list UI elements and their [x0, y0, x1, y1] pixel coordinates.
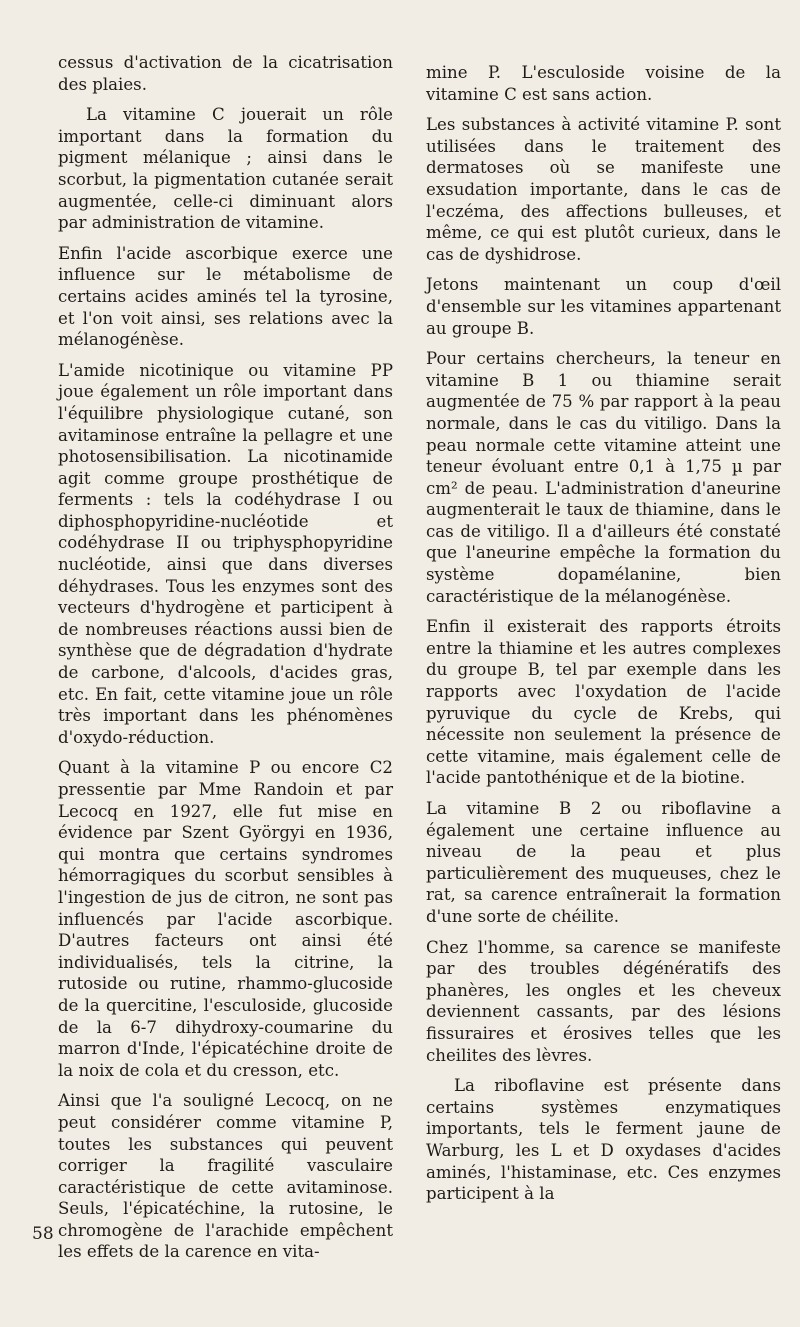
left-column [58, 52, 393, 1272]
paragraph: La vitamine B 2 ou riboflavine a également une certaine influence au niveau de la peau et plus particulièrement des muqueuses, chez le rat, sa carence entraînerait la formation d'une sorte de chéilite. [426, 799, 781, 926]
right-column [426, 62, 781, 1214]
paragraph: La riboflavine est présente dans certains systèmes enzymatiques importants, tels le ferment jaune de Warburg, les L et D oxydases d'acides aminés, l'histaminase, etc. Ces enzymes participent à la [426, 1076, 781, 1204]
paragraph: Pour certains chercheurs, la teneur en vitamine B 1 ou thiamine serait augmentée de 75 % par rapport à la peau normale, dans le cas du vitiligo. Dans la peau normale cette vitamine atteint une teneur évoluant entre 0,1 à 1,75 µ par cm² de peau. L'administration d'aneurine augmenterait le taux de thiamine, dans le cas de vitiligo. Il a d'ailleurs été constaté que l'aneurine empêche la formation du système dopamélanine, bien caractéristique de la mélanogénèse. [426, 349, 781, 606]
paragraph: mine P. L'esculoside voisine de la vitamine C est sans action. [426, 63, 781, 104]
paragraph: Quant à la vitamine P ou encore C2 pressentie par Mme Randoin et par Lecocq en 1927, elle fut mise en évidence par Szent Györgyi en 1936, qui montra que certains syndromes hémorragiques du scorbut sensibles à l'ingestion de jus de citron, ne sont pas influencés par l'acide ascorbique. D'autres facteurs ont ainsi été individualisés, tels la citrine, la rutoside ou rutine, rhammo-glucoside de la quercitine, l'esculoside, glucoside de la 6-7 dihydroxy-coumarine du marron d'Inde, l'épicatéchine droite de la noix de cola et du cresson, etc. [58, 758, 393, 1080]
paragraph: Enfin l'acide ascorbique exerce une influence sur le métabolisme de certains acides aminés tel la tyrosine, et l'on voit ainsi, ses relations avec la mélanogénèse. [58, 243, 393, 350]
paragraph: Enfin il existerait des rapports étroits entre la thiamine et les autres complexes du groupe B, tel par exemple dans les rapports avec l'oxydation de l'acide pyruvique du cycle de Krebs, qui nécessite non seulement la présence de cette vitamine, mais également celle de l'acide pantothénique et de la biotine. [426, 617, 781, 788]
paragraph: Jetons maintenant un coup d'œil d'ensemble sur les vitamines appartenant au groupe B. [426, 275, 781, 338]
paragraph: Ainsi que l'a souligné Lecocq, on ne peut considérer comme vitamine P, toutes les substances qui peuvent corriger la fragilité vasculaire caractéristique de cette avitaminose. Seuls, l'épicatéchine, la rutosine, le chromogène de l'arachide empêchent les effets de la carence en vita- [58, 1091, 393, 1262]
paragraph: Les substances à activité vitamine P. sont utilisées dans le traitement des dermatoses où se manifeste une exsudation importante, dans le cas de l'eczéma, des affections bulleuses, et même, ce qui est plutôt curieux, dans le cas de dyshidrose. [426, 115, 781, 264]
paragraph: Chez l'homme, sa carence se manifeste par des troubles dégénératifs des phanères, les ongles et les cheveux deviennent cassants, par des lésions fissuraires et érosives telles que les cheilites des lèvres. [426, 937, 781, 1065]
paragraph: La vitamine C jouerait un rôle important dans la formation du pigment mélanique ; ainsi dans le scorbut, la pigmentation cutanée serait augmentée, celle-ci diminuant alors par administration de vitamine. [58, 105, 393, 233]
paragraph: L'amide nicotinique ou vitamine PP joue également un rôle important dans l'équilibre physiologique cutané, son avitaminose entraîne la pellagre et une photosensibilisation. La nicotinamide agit comme groupe prosthétique de ferments : tels la codéhydrase I ou diphosphopyridine-nucléotide et codéhydrase II ou triphysphopyridine nucléotide, ainsi que dans diverses déhydrases. Tous les enzymes sont des vecteurs d'hydrogène et participent à de nombreuses réactions aussi bien de synthèse que de dégradation d'hydrate de carbone, d'alcools, d'acides gras, etc. En fait, cette vitamine joue un rôle très important dans les phénomènes d'oxydo-réduction. [58, 360, 393, 747]
page-number: 58 [32, 1224, 54, 1244]
paragraph: cessus d'activation de la cicatrisation des plaies. [58, 53, 393, 94]
